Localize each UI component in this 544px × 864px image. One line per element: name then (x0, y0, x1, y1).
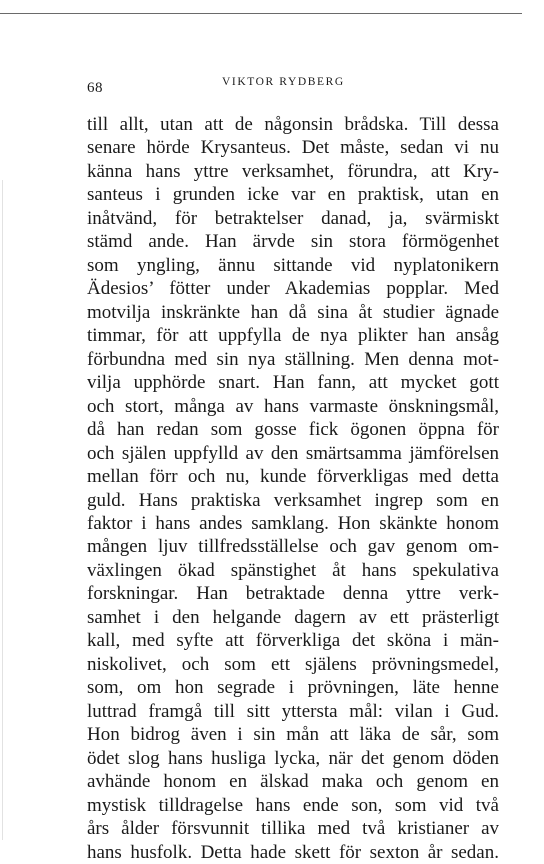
text-line: vilja upphörde snart. Han fann, att mycket gott (87, 372, 499, 394)
text-line: kall, med syfte att förverkliga det sköna i män- (87, 630, 499, 652)
text-line: som yngling, ännu sittande vid nyplatonikern (87, 254, 499, 276)
text-line: då han redan som gosse fick ögonen öppna för (87, 419, 499, 441)
text-line: luttrad framgå till sitt yttersta mål: vilan i Gud. (87, 700, 499, 722)
body-text (87, 113, 499, 864)
text-line: och stort, många av hans varmaste önskningsmål, (87, 395, 499, 417)
text-line: hans husfolk. Detta hade skett för sexton år sedan. (87, 841, 499, 863)
text-line: förbundna med sin nya ställning. Men denna mot- (87, 348, 499, 370)
text-line: santeus i grunden icke var en praktisk, utan en (87, 184, 499, 206)
text-line: samhet i den helgande dagern av ett prästerligt (87, 606, 499, 628)
text-line: års ålder försvunnit tillika med två kristianer av (87, 818, 499, 840)
page-number: 68 (87, 80, 103, 96)
text-line: och själen uppfylld av den smärtsamma jämförelsen (87, 442, 499, 464)
text-line: Hon bidrog även i sin mån att läka de sår, som (87, 724, 499, 746)
text-line: guld. Hans praktiska verksamhet ingrep som en (87, 489, 499, 511)
text-line: inåtvänd, för betraktelser danad, ja, svärmiskt (87, 207, 499, 229)
text-line: till allt, utan att de någonsin brådska. Till dessa (87, 114, 499, 135)
running-title: VIKTOR RYDBERG (222, 76, 345, 88)
text-line: avhände honom en älskad maka och genom en (87, 771, 499, 793)
text-line: stämd ande. Han ärvde sin stora förmögenhet (87, 231, 499, 253)
top-rule (0, 13, 522, 14)
text-line: växlingen ökad spänstighet åt hans spekulativa (87, 559, 499, 581)
text-line: motvilja inskränkte han då sina åt studier ägnade (87, 301, 499, 323)
text-line: mellan förr och nu, kunde förverkligas med detta (87, 466, 499, 488)
text-line: forskningar. Han betraktade denna yttre verk- (87, 583, 499, 605)
text-line: senare hörde Krysanteus. Det måste, sedan vi nu (87, 137, 499, 159)
text-line: som, om hon segrade i prövningen, läte henne (87, 677, 499, 699)
text-line: timmar, för att uppfylla de nya plikter han ansåg (87, 325, 499, 347)
text-line: mången ljuv tillfredsställelse och gav genom om- (87, 536, 499, 558)
text-line: ödet slog hans husliga lycka, när det genom döden (87, 747, 499, 769)
text-line: niskolivet, och som ett själens prövningsmedel, (87, 653, 499, 675)
text-line: mystisk tilldragelse hans ende son, som vid två (87, 794, 499, 816)
running-head (87, 76, 499, 96)
text-line: faktor i hans andes samklang. Hon skänkte honom (87, 512, 499, 534)
text-line: Ädesios’ fötter under Akademias popplar. Med (87, 278, 499, 300)
text-line: känna hans yttre verksamhet, förundra, att Kry- (87, 160, 499, 182)
page-edge (2, 180, 3, 840)
